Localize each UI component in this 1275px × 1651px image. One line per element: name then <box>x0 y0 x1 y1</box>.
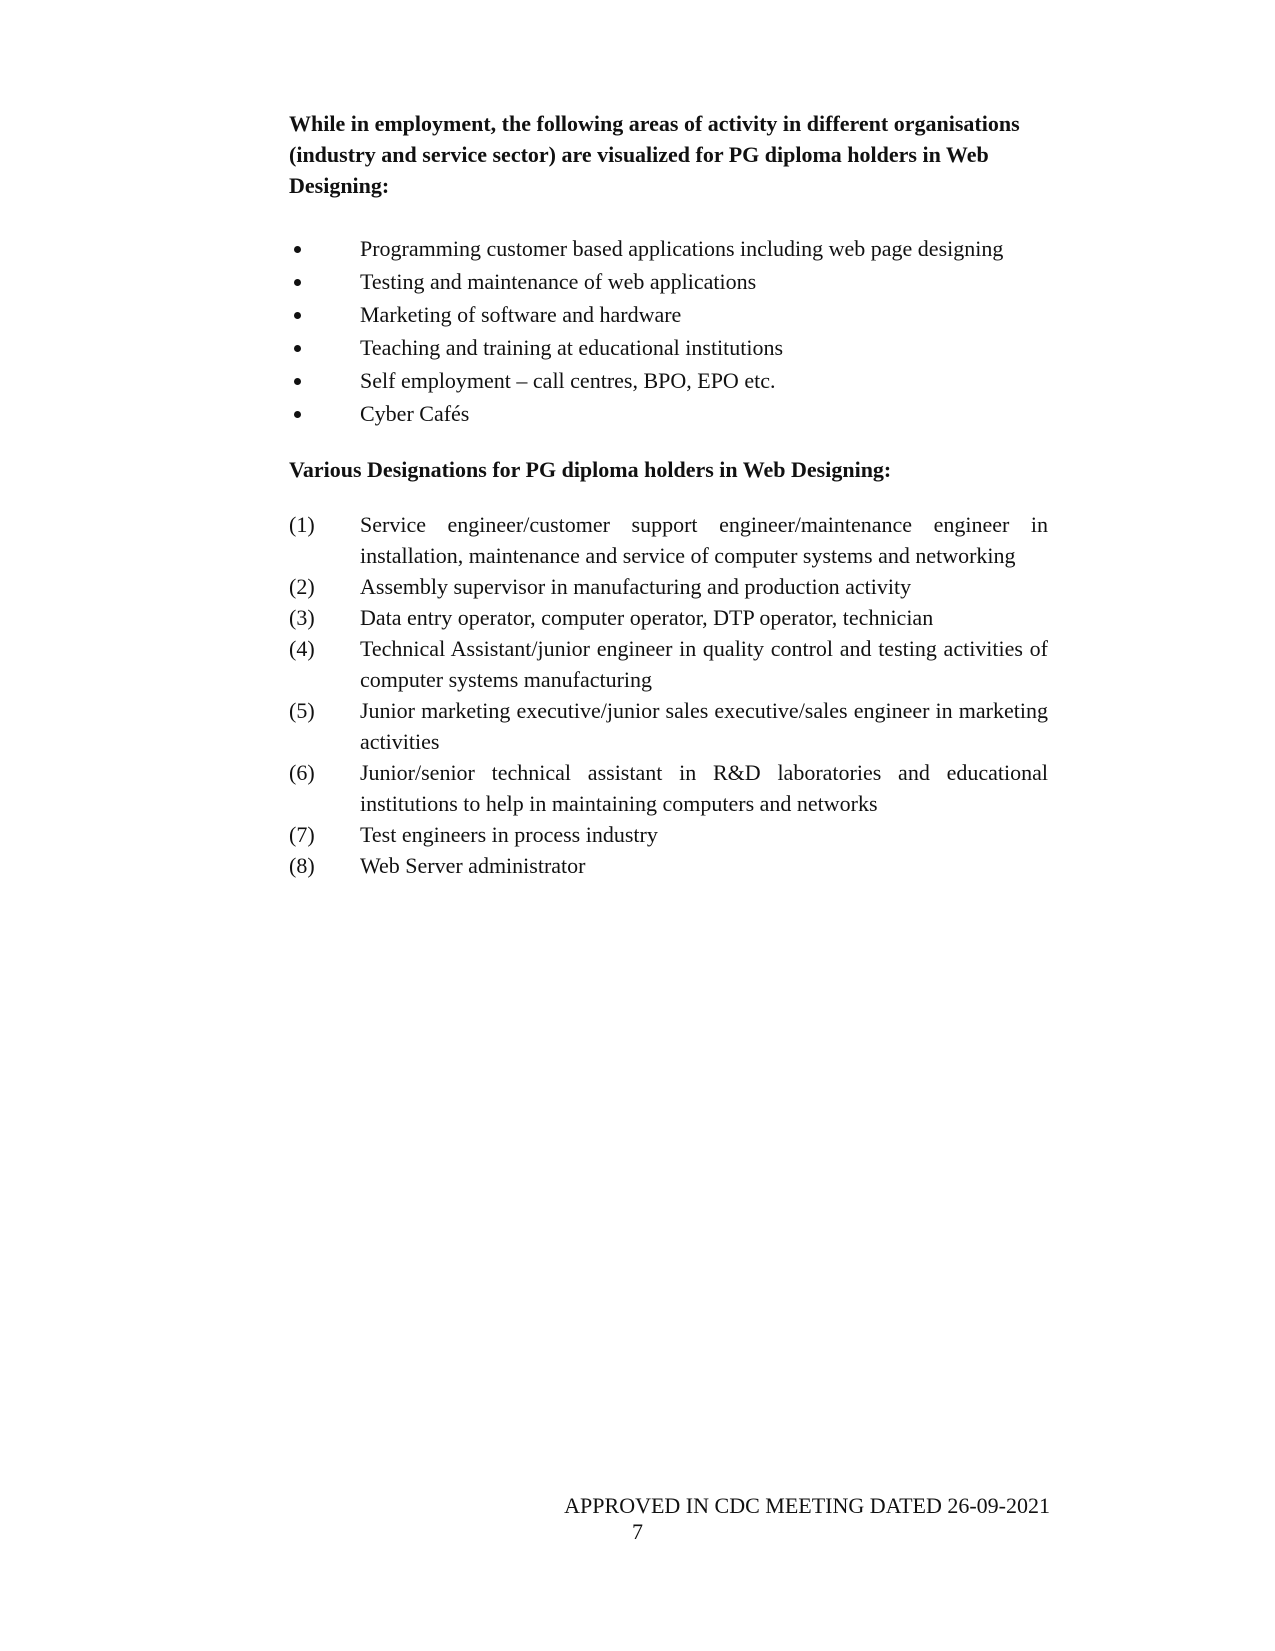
designations-heading: Various Designations for PG diploma holders in Web Designing: <box>289 457 892 482</box>
item-number: (8) <box>289 853 315 878</box>
list-item <box>289 695 1048 757</box>
list-item-text: Service engineer/customer support engineer/maintenance engineer in installation, maintenance and service of computer systems and networking <box>360 512 1048 568</box>
employment-areas-list <box>289 232 1048 430</box>
list-item <box>289 633 1048 695</box>
item-number: (7) <box>289 822 315 847</box>
employment-areas-heading: While in employment, the following areas of activity in different organisations (industry and service sector) are visualized for PG diploma holders in Web Designing: <box>289 111 1020 198</box>
bullet-icon <box>289 364 360 397</box>
list-item-text: Test engineers in process industry <box>360 822 658 847</box>
designations-list <box>289 509 1048 881</box>
bullet-icon <box>289 265 360 298</box>
list-item <box>289 850 1048 881</box>
item-number: (6) <box>289 760 315 785</box>
list-item-text: Technical Assistant/junior engineer in quality control and testing activities of computer systems manufacturing <box>360 636 1048 692</box>
item-number: (2) <box>289 574 315 599</box>
item-number: (3) <box>289 605 315 630</box>
list-item <box>289 509 1048 571</box>
bullet-icon <box>289 298 360 331</box>
list-item <box>289 232 1048 265</box>
list-item <box>289 364 1048 397</box>
list-item-text: Junior marketing executive/junior sales executive/sales engineer in marketing activities <box>360 698 1048 754</box>
list-item-text: Marketing of software and hardware <box>360 302 682 327</box>
list-item <box>289 298 1048 331</box>
list-item <box>289 602 1048 633</box>
bullet-icon <box>289 331 360 364</box>
item-number: (1) <box>289 512 315 537</box>
item-number: (5) <box>289 698 315 723</box>
item-number: (4) <box>289 636 315 661</box>
list-item-text: Testing and maintenance of web applications <box>360 269 757 294</box>
list-item <box>289 331 1048 364</box>
bullet-icon <box>289 397 360 430</box>
list-item <box>289 757 1048 819</box>
list-item <box>289 397 1048 430</box>
list-item-text: Junior/senior technical assistant in R&D laboratories and educational institutions to help in maintaining computers and networks <box>360 760 1048 816</box>
page-number: 7 <box>632 1519 643 1544</box>
list-item <box>289 265 1048 298</box>
approval-note: APPROVED IN CDC MEETING DATED 26-09-2021 <box>564 1493 1050 1518</box>
page-content <box>289 108 1048 881</box>
list-item-text: Assembly supervisor in manufacturing and production activity <box>360 574 912 599</box>
list-item-text: Web Server administrator <box>360 853 586 878</box>
list-item <box>289 819 1048 850</box>
list-item-text: Cyber Cafés <box>360 401 470 426</box>
list-item-text: Teaching and training at educational institutions <box>360 335 784 360</box>
list-item-text: Programming customer based applications including web page designing <box>360 236 1004 261</box>
page-footer <box>530 1492 1050 1520</box>
list-item-text: Self employment – call centres, BPO, EPO etc. <box>360 368 776 393</box>
bullet-icon <box>289 232 360 265</box>
list-item <box>289 571 1048 602</box>
list-item-text: Data entry operator, computer operator, DTP operator, technician <box>360 605 934 630</box>
